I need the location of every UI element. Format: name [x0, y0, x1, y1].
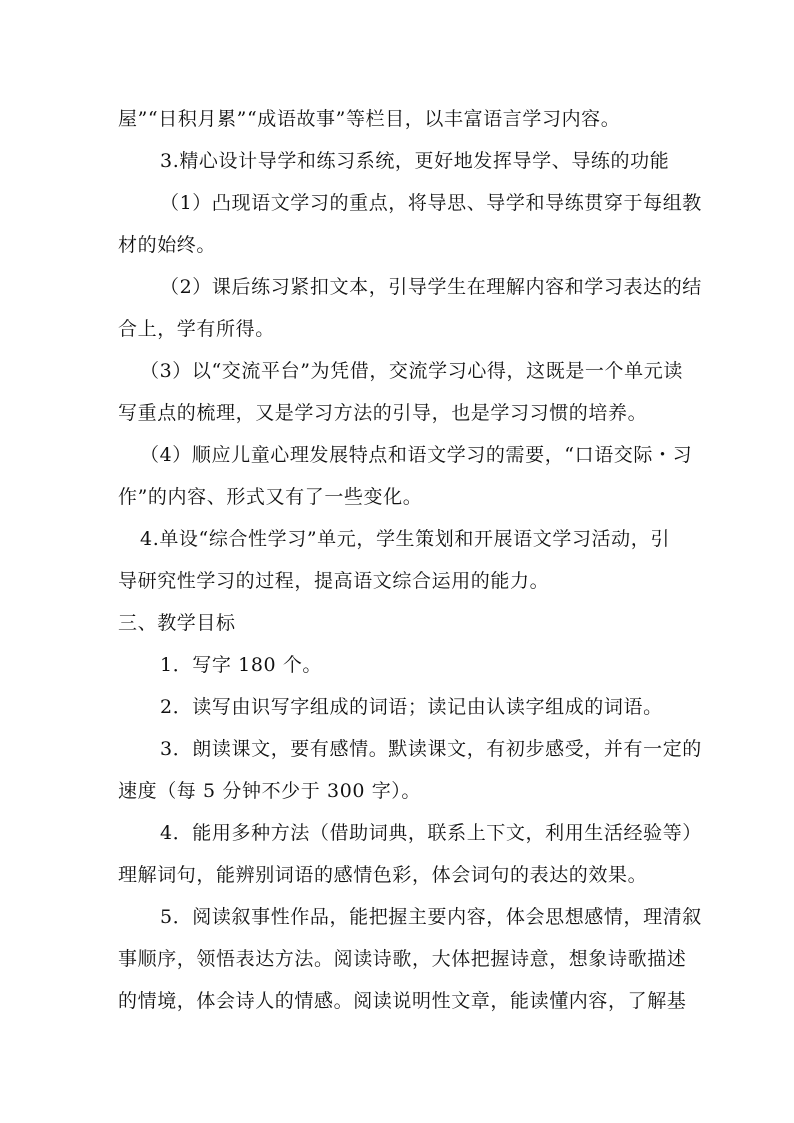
paragraph-line: 的情境，体会诗人的情感。阅读说明性文章，能读懂内容，了解基	[118, 990, 687, 1012]
paragraph-line: 速度（每 5 分钟不少于 300 字）。	[118, 780, 422, 802]
paragraph-line: （1）凸现语文学习的重点，将导思、导学和导练贯穿于每组教	[160, 192, 702, 214]
chapter-heading: 三、教学目标	[118, 612, 236, 634]
paragraph-line: 材的始终。	[118, 234, 217, 256]
paragraph-line: 作”的内容、形式又有了一些变化。	[118, 486, 423, 508]
paragraph-line: 合上，学有所得。	[118, 318, 275, 340]
list-item: 3．朗读课文，要有感情。默读课文，有初步感受，并有一定的	[160, 738, 702, 760]
paragraph-line: 屋”“日积月累”“成语故事”等栏目，以丰富语言学习内容。	[118, 108, 621, 130]
paragraph-line: 理解词句，能辨别词语的感情色彩，体会词句的表达的效果。	[118, 864, 648, 886]
paragraph-line: （2）课后练习紧扣文本，引导学生在理解内容和学习表达的结	[160, 276, 702, 298]
section-heading: 4.单设“综合性学习”单元，学生策划和开展语文学习活动，引	[140, 528, 670, 550]
list-item: 5．阅读叙事性作品，能把握主要内容，体会思想感情，理清叙	[160, 906, 702, 928]
paragraph-line: （4）顺应儿童心理发展特点和语文学习的需要，“口语交际・习	[140, 444, 693, 466]
list-item: 2．读写由识写字组成的词语；读记由认读字组成的词语。	[160, 696, 663, 718]
paragraph-line: （3）以“交流平台”为凭借，交流学习心得，这既是一个单元读	[140, 360, 683, 382]
paragraph-line: 事顺序，领悟表达方法。阅读诗歌，大体把握诗意，想象诗歌描述	[118, 948, 687, 970]
section-heading: 3.精心设计导学和练习系统，更好地发挥导学、导练的功能	[160, 150, 670, 172]
list-item: 4．能用多种方法（借助词典，联系上下文，利用生活经验等）	[160, 822, 702, 844]
paragraph-line: 导研究性学习的过程，提高语文综合运用的能力。	[118, 570, 550, 592]
list-item: 1．写字 180 个。	[160, 654, 323, 676]
paragraph-line: 写重点的梳理，又是学习方法的引导，也是学习习惯的培养。	[118, 402, 648, 424]
